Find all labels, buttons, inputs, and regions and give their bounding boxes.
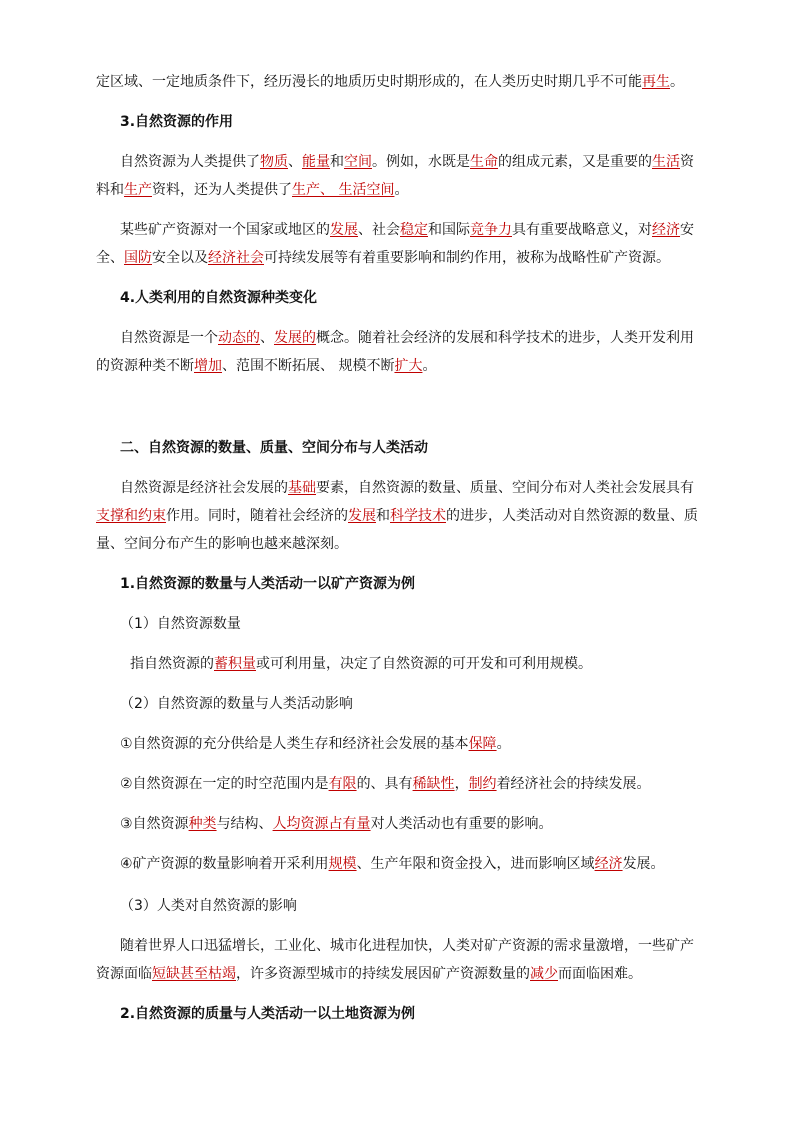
text-run: 或可利用量，决定了自然资源的可开发和可利用规模。 <box>256 656 592 672</box>
text-run: 具有重要战略意义，对 <box>512 222 652 238</box>
section-heading <box>120 1006 730 1022</box>
highlighted-term: 有限 <box>328 776 357 792</box>
text-run: 、范围不断拓展、 规模不断 <box>222 358 395 374</box>
section-heading <box>120 114 730 130</box>
text-run: ，许多资源型城市的持续发展因矿产资源数量的 <box>236 966 530 982</box>
text-run: ③自然资源 <box>120 816 189 832</box>
highlighted-term: 生命 <box>470 154 498 170</box>
paragraph-line <box>96 536 706 552</box>
text-run: 的组成元素，又是重要的 <box>498 154 652 170</box>
text-run: 资源面临 <box>96 966 152 982</box>
text-run: 和 <box>330 154 344 170</box>
text-run: 与结构、 <box>216 816 273 832</box>
highlighted-term: 规模 <box>328 856 357 872</box>
text-run: 而面临困难。 <box>558 966 642 982</box>
text-run: 的进步，人类活动对自然资源的数量、质 <box>446 508 698 524</box>
text-run: 料和 <box>96 182 124 198</box>
paragraph-line <box>120 616 730 632</box>
highlighted-term: 发展的 <box>274 330 316 346</box>
text-run: 指自然资源的 <box>130 656 214 672</box>
text-run: （2）自然资源的数量与人类活动影响 <box>120 696 353 712</box>
paragraph-line <box>120 154 730 170</box>
highlighted-term: 物质 <box>260 154 288 170</box>
text-run: 1.自然资源的数量与人类活动一以矿产资源为例 <box>120 576 416 592</box>
paragraph-line <box>120 736 730 752</box>
paragraph-line <box>120 898 730 914</box>
highlighted-term: 经济 <box>594 856 623 872</box>
text-run: （1）自然资源数量 <box>120 616 241 632</box>
text-run: 。例如，水既是 <box>372 154 470 170</box>
paragraph-line <box>120 222 730 238</box>
highlighted-term: 增加 <box>194 358 222 374</box>
text-run: 量、空间分布产生的影响也越来越深刻。 <box>96 536 348 552</box>
paragraph-line <box>96 74 706 90</box>
text-run: 要素，自然资源的数量、质量、空间分布对人类社会发展具有 <box>316 480 694 496</box>
text-run: 二、自然资源的数量、质量、空间分布与人类活动 <box>120 440 428 456</box>
highlighted-term: 能量 <box>302 154 330 170</box>
text-run: 安全以及 <box>152 250 208 266</box>
text-run: 3.自然资源的作用 <box>120 114 234 130</box>
text-run: 着经济社会的持续发展。 <box>496 776 651 792</box>
text-run: 和 <box>376 508 390 524</box>
text-run: 2.自然资源的质量与人类活动一以土地资源为例 <box>120 1006 416 1022</box>
paragraph-line <box>120 856 730 872</box>
text-run: 资 <box>680 154 694 170</box>
text-run: ②自然资源在一定的时空范围内是 <box>120 776 329 792</box>
section-heading <box>120 576 730 592</box>
paragraph-line <box>120 696 730 712</box>
text-run: 4.人类利用的自然资源种类变化 <box>120 290 318 306</box>
highlighted-term: 再生 <box>642 74 670 90</box>
highlighted-term: 科学技术 <box>390 508 446 524</box>
text-run: 作用。同时，随着社会经济的 <box>166 508 348 524</box>
highlighted-term: 基础 <box>288 480 316 496</box>
paragraph-line <box>120 480 730 496</box>
highlighted-term: 经济 <box>652 222 680 238</box>
text-run: 发展。 <box>622 856 665 872</box>
section-heading <box>120 290 730 306</box>
text-run: 、社会 <box>358 222 400 238</box>
text-run: 自然资源是一个 <box>120 330 218 346</box>
text-run: 。 <box>394 182 409 198</box>
text-run: 全、 <box>96 250 124 266</box>
text-run: 。 <box>496 736 511 752</box>
section-heading <box>120 440 730 456</box>
paragraph-line <box>96 182 706 198</box>
highlighted-term: 经济社会 <box>208 250 264 266</box>
paragraph-line <box>130 656 740 672</box>
highlighted-term: 蓄积量 <box>214 656 256 672</box>
highlighted-term: 稀缺性 <box>412 776 455 792</box>
paragraph-line <box>120 330 730 346</box>
highlighted-term: 制约 <box>468 776 497 792</box>
text-run: ①自然资源的充分供给是人类生存和经济社会发展的基本 <box>120 736 469 752</box>
highlighted-term: 生产、 生活空间 <box>292 182 395 198</box>
paragraph-line <box>96 508 706 524</box>
highlighted-term: 空间 <box>344 154 372 170</box>
text-run: 、 <box>288 154 302 170</box>
text-run: 、生产年限和资金投入，进而影响区域 <box>356 856 595 872</box>
text-run: 随着世界人口迅猛增长，工业化、城市化进程加快，人类对矿产资源的需求量激增，一些矿产 <box>120 938 694 954</box>
text-run: 的、具有 <box>356 776 413 792</box>
paragraph-line <box>96 250 706 266</box>
highlighted-term: 人均资源占有量 <box>272 816 371 832</box>
highlighted-term: 国防 <box>124 250 152 266</box>
paragraph-line <box>120 816 730 832</box>
text-run: 对人类活动也有重要的影响。 <box>370 816 553 832</box>
highlighted-term: 扩大 <box>394 358 423 374</box>
text-run: 。 <box>422 358 437 374</box>
text-run: 安 <box>680 222 694 238</box>
text-run: 自然资源为人类提供了 <box>120 154 260 170</box>
text-run: 概念。随着社会经济的发展和科学技术的进步，人类开发利用 <box>316 330 694 346</box>
highlighted-term: 减少 <box>530 966 558 982</box>
text-run: 可持续发展等有着重要影响和制约作用，被称为战略性矿产资源。 <box>264 250 670 266</box>
highlighted-term: 种类 <box>188 816 217 832</box>
highlighted-term: 竞争力 <box>470 222 512 238</box>
text-run: 、 <box>260 330 274 346</box>
highlighted-term: 保障 <box>468 736 497 752</box>
highlighted-term: 动态的 <box>218 330 260 346</box>
highlighted-term: 发展 <box>348 508 376 524</box>
highlighted-term: 生活 <box>652 154 680 170</box>
text-run: 的资源种类不断 <box>96 358 194 374</box>
highlighted-term: 短缺甚至枯竭 <box>152 966 236 982</box>
paragraph-line <box>120 776 730 792</box>
text-run: ④矿产资源的数量影响着开采利用 <box>120 856 329 872</box>
text-run: 和国际 <box>428 222 470 238</box>
text-run: ， <box>454 776 469 792</box>
highlighted-term: 发展 <box>330 222 358 238</box>
highlighted-term: 稳定 <box>400 222 428 238</box>
text-run: 自然资源是经济社会发展的 <box>120 480 288 496</box>
text-run: 资料，还为人类提供了 <box>152 182 292 198</box>
highlighted-term: 生产 <box>124 182 152 198</box>
text-run: 。 <box>670 74 684 90</box>
highlighted-term: 支撑和约束 <box>96 508 166 524</box>
paragraph-line <box>96 966 706 982</box>
text-run: 某些矿产资源对一个国家或地区的 <box>120 222 330 238</box>
text-run: 定区域、一定地质条件下，经历漫长的地质历史时期形成的，在人类历史时期几乎不可能 <box>96 74 642 90</box>
paragraph-line <box>96 358 706 374</box>
text-run: （3）人类对自然资源的影响 <box>120 898 297 914</box>
paragraph-line <box>120 938 730 954</box>
